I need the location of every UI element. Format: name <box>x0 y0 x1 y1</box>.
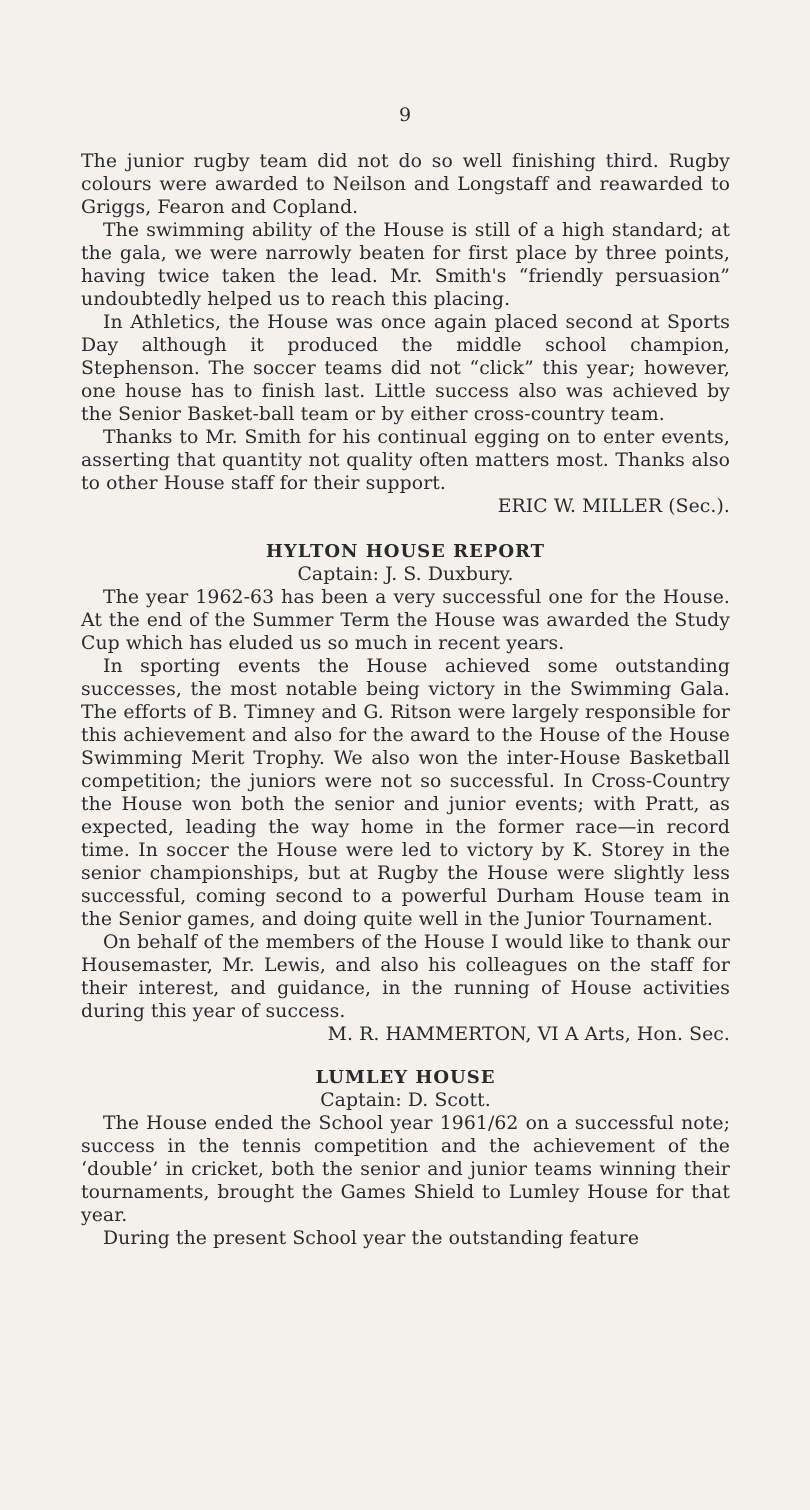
lumley-section <box>81 1066 730 1250</box>
section-heading: HYLTON HOUSE REPORT <box>265 541 546 562</box>
page-body <box>81 150 730 1250</box>
page-number: 9 <box>398 104 412 126</box>
paragraph: In Athletics, the House was once again placed second at Sports Day although it produced the middle school champion, Stephenson. The soccer teams did not “click” this year; however, one house has to finish last. Little success also was achieved by the Senior Basket-ball team or by either cross-country team. <box>81 312 730 425</box>
paragraph: The junior rugby team did not do so well finishing third. Rugby colours were awarded to Neilson and Longstaff and reawarded to Griggs, Fearon and Copland. <box>81 151 730 218</box>
captain-line: Captain: J. S. Duxbury. <box>297 564 514 585</box>
paragraph: On behalf of the members of the House I would like to thank our Housemaster, Mr. Lewis, and also his colleagues on the staff for their interest, and guidance, in the running of House activities during this year of success. <box>81 932 730 1022</box>
hylton-section <box>81 540 730 1046</box>
paragraph: Thanks to Mr. Smith for his continual egging on to enter events, asserting that quantity not quality often matters most. Thanks also to other House staff for their support. <box>81 427 730 494</box>
signature: M. R. HAMMERTON, VI A Arts, Hon. Sec. <box>327 1024 730 1045</box>
captain-line: Captain: D. Scott. <box>320 1090 491 1111</box>
paragraph: In sporting events the House achieved some outstanding successes, the most notable being victory in the Swimming Gala. The efforts of B. Timney and G. Ritson were largely responsible for this achievement and also for the award to the House of the House Swimming Merit Trophy. We also won the inter-House Basketball competition; the juniors were not so successful. In Cross-Country the House won both the senior and junior events; with Pratt, as expected, leading the way home in the former race—in record time. In soccer the House were led to victory by K. Storey in the senior championships, but at Rugby the House were slightly less successful, coming second to a powerful Durham House team in the Senior games, and doing quite well in the Junior Tournament. <box>81 656 730 930</box>
miller-section <box>81 150 730 518</box>
paragraph: During the present School year the outstanding feature <box>103 1228 640 1249</box>
section-heading: LUMLEY HOUSE <box>315 1067 496 1088</box>
paragraph: The House ended the School year 1961/62 on a successful note; success in the tennis competition and the achievement of the ‘double’ in cricket, both the senior and junior teams winning their tournaments, brought the Games Shield to Lumley House for that year. <box>81 1113 730 1226</box>
paragraph: The year 1962-63 has been a very successful one for the House. At the end of the Summer Term the House was awarded the Study Cup which has eluded us so much in recent years. <box>81 587 730 654</box>
paragraph: The swimming ability of the House is still of a high standard; at the gala, we were narrowly beaten for first place by three points, having twice taken the lead. Mr. Smith's “friendly persuasion” undoubtedly helped us to reach this placing. <box>81 220 730 310</box>
signature: ERIC W. MILLER (Sec.). <box>497 496 730 517</box>
